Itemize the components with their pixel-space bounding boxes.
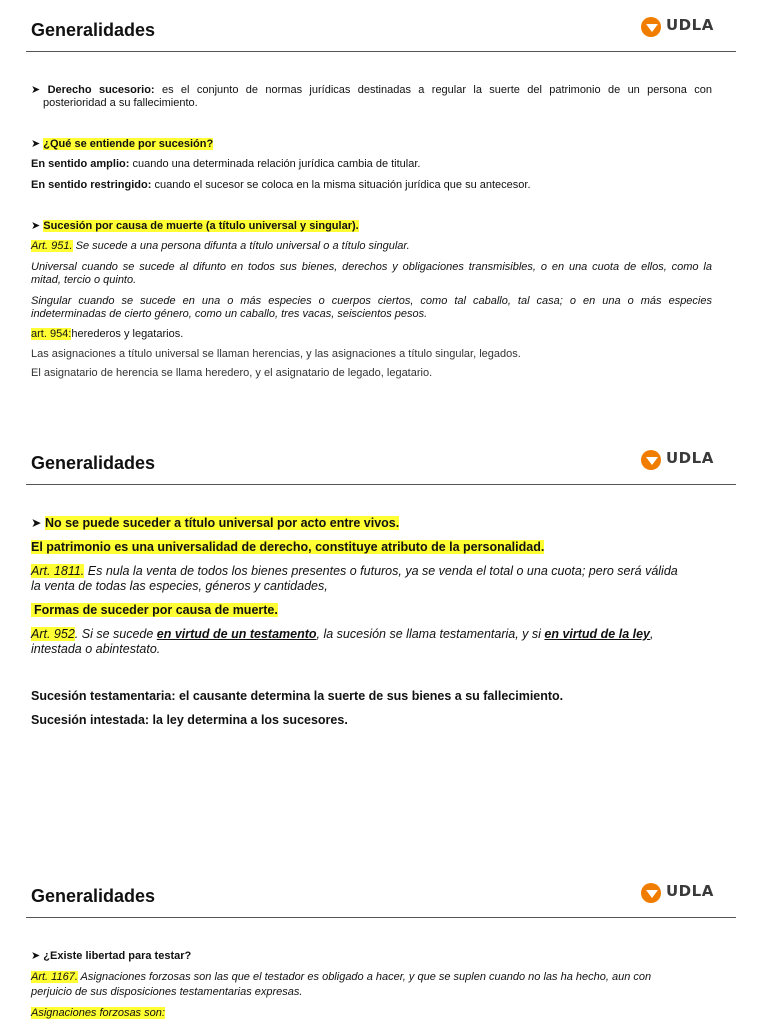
line-universal-cont: mitad, tercio o quinto. bbox=[31, 274, 137, 286]
line-art-952-cont: intestada o abintestato. bbox=[31, 642, 161, 656]
title-divider bbox=[26, 917, 736, 918]
logo-text: UDLA bbox=[666, 16, 714, 34]
line-art-1811-cont: la venta de todas las especies, géneros y cantidades, bbox=[31, 579, 328, 593]
line-sucesion-intestada: Sucesión intestada: la ley determina a los sucesores. bbox=[31, 713, 348, 727]
title-divider bbox=[26, 51, 736, 52]
udla-logo bbox=[640, 16, 712, 38]
bullet-arrow-icon: ➤ bbox=[31, 950, 44, 962]
line-art-951: Art. 951. Se sucede a una persona difunta a título universal o a título singular. bbox=[31, 240, 410, 252]
line-art-1167: Art. 1167. Asignaciones forzosas son las que el testador es obligado a hacer, y que se suplen cuando no las ha hecho, aun con bbox=[31, 971, 652, 983]
line-sentido-restringido: En sentido restringido: cuando el sucesor se coloca en la misma situación jurídica que su antecesor. bbox=[31, 179, 531, 191]
udla-logo bbox=[640, 449, 712, 471]
line-art-952: Art. 952. Si se sucede en virtud de un testamento, la sucesión se llama testamentaria, y si en virtud de la ley, bbox=[31, 627, 654, 641]
logo-text: UDLA bbox=[666, 449, 714, 467]
bullet-arrow-icon: ➤ bbox=[31, 84, 48, 96]
slide-3 bbox=[0, 866, 768, 1024]
heading-causa-de-muerte: ➤ Sucesión por causa de muerte (a título universal y singular). bbox=[31, 220, 359, 232]
slide-2 bbox=[0, 433, 768, 833]
slide-title: Generalidades bbox=[31, 886, 156, 906]
bullet-arrow-icon: ➤ bbox=[31, 138, 44, 150]
line-patrimonio: El patrimonio es una universalidad de derecho, constituye atributo de la personalidad. bbox=[31, 540, 545, 554]
line-art-954: art. 954:herederos y legatarios. bbox=[31, 328, 184, 340]
heading-libertad-para-testar: ➤ ¿Existe libertad para testar? bbox=[31, 950, 192, 962]
udla-logo-icon bbox=[640, 16, 664, 38]
udla-logo-icon bbox=[640, 882, 664, 904]
line-art-1811: Art. 1811. Es nula la venta de todos los bienes presentes o futuros, ya se venda el total o una cuota; pero será válida bbox=[31, 564, 678, 578]
slide-title: Generalidades bbox=[31, 20, 156, 40]
bullet-arrow-icon: ➤ bbox=[31, 516, 45, 530]
slide-1 bbox=[0, 0, 768, 400]
heading-que-se-entiende: ➤ ¿Qué se entiende por sucesión? bbox=[31, 138, 214, 150]
line-asignaciones: Las asignaciones a título universal se llaman herencias, y las asignaciones a título singular, legados. bbox=[31, 348, 521, 360]
line-singular-cont: indeterminadas de cierto género, como un caballo, tres vacas, seiscientos pesos. bbox=[31, 308, 428, 320]
logo-text: UDLA bbox=[666, 882, 714, 900]
line-universal: Universal cuando se sucede al difunto en todos sus bienes, derechos y obligaciones transmisibles, o en una cuota de ellos, como la bbox=[31, 261, 712, 273]
paragraph-derecho-sucesorio-cont: posterioridad a su fallecimiento. bbox=[43, 97, 198, 109]
udla-logo-icon bbox=[640, 449, 664, 471]
line-singular: Singular cuando se sucede en una o más especies o cuerpos ciertos, como tal caballo, tal casa; o en una o más especies bbox=[31, 295, 712, 307]
line-art-1167-cont: perjuicio de sus disposiciones testamentarias expresas. bbox=[31, 986, 303, 998]
title-divider bbox=[26, 484, 736, 485]
line-asignatario: El asignatario de herencia se llama heredero, y el asignatario de legado, legatario. bbox=[31, 367, 433, 379]
bullet-arrow-icon: ➤ bbox=[31, 220, 44, 232]
heading-formas-de-suceder: Formas de suceder por causa de muerte. bbox=[31, 603, 712, 618]
line-sentido-amplio: En sentido amplio: cuando una determinada relación jurídica cambia de titular. bbox=[31, 158, 421, 170]
line-sucesion-testamentaria: Sucesión testamentaria: el causante determina la suerte de sus bienes a su fallecimiento. bbox=[31, 689, 564, 703]
udla-logo bbox=[640, 882, 712, 904]
slide-title: Generalidades bbox=[31, 453, 156, 473]
heading-acto-entre-vivos: ➤ No se puede suceder a título universal por acto entre vivos. bbox=[31, 516, 400, 530]
paragraph-derecho-sucesorio: ➤ Derecho sucesorio: es el conjunto de normas jurídicas destinadas a regular la suerte del patrimonio de un persona con bbox=[31, 84, 713, 96]
heading-asignaciones-forzosas: Asignaciones forzosas son: bbox=[31, 1007, 165, 1019]
